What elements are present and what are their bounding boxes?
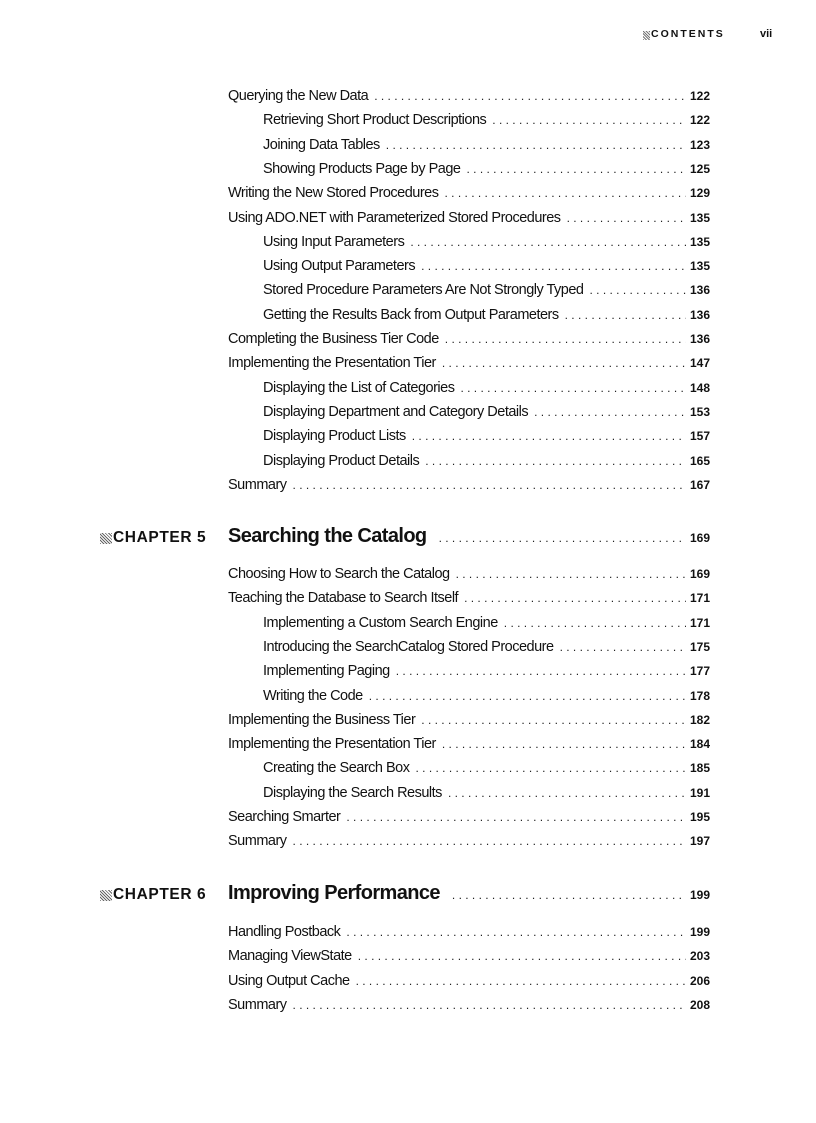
toc-entry-page: 184	[689, 737, 710, 752]
hatch-mark-icon	[643, 31, 650, 40]
toc-entry-page: 157	[689, 429, 710, 444]
toc-entry-title: Displaying Product Lists	[263, 428, 406, 445]
toc-entry-title: Displaying the Search Results	[263, 784, 442, 801]
dot-leader	[412, 429, 686, 443]
dot-leader	[374, 89, 686, 103]
toc-entry-title: Summary	[228, 996, 287, 1013]
dot-leader	[534, 405, 686, 419]
dot-leader	[467, 162, 686, 176]
toc-entry-title: Introducing the SearchCatalog Stored Procedure	[263, 638, 554, 655]
toc-entry-page: 123	[689, 137, 710, 152]
dot-leader	[445, 332, 686, 346]
toc-entry-page: 191	[689, 785, 710, 800]
chapter-page: 169	[689, 531, 710, 545]
chapter-title: Searching the Catalog	[228, 525, 427, 547]
running-head	[0, 28, 816, 44]
toc-entry-page: 122	[689, 113, 710, 128]
toc-entry-title: Displaying Department and Category Details	[263, 403, 529, 420]
toc-entry-title: Handling Postback	[228, 924, 341, 940]
chapter-title-entry[interactable]	[228, 882, 710, 905]
toc-entry-title: Using Output Parameters	[263, 258, 416, 275]
chapter-title: Improving Performance	[228, 882, 440, 904]
toc-entry-page: 171	[689, 615, 710, 630]
dot-leader	[369, 689, 686, 703]
dot-leader	[456, 567, 686, 581]
toc-entry[interactable]	[263, 760, 710, 776]
dot-leader	[567, 211, 686, 225]
dot-leader	[415, 761, 685, 775]
toc-entry-page: 135	[689, 259, 710, 274]
toc-entry[interactable]	[263, 428, 710, 444]
dot-leader	[460, 381, 686, 395]
toc-entry-title: Creating the Search Box	[263, 760, 410, 777]
toc-entry[interactable]	[228, 833, 710, 849]
dot-leader	[386, 138, 686, 152]
dot-leader	[439, 531, 686, 545]
toc-entry-page: 206	[689, 973, 710, 988]
toc-entry-title: Using ADO.NET with Parameterized Stored Procedures	[228, 209, 561, 226]
dot-leader	[464, 591, 686, 605]
dot-leader	[425, 454, 686, 468]
toc-entry-page: 147	[689, 356, 710, 371]
dot-leader	[293, 478, 686, 492]
toc-entry[interactable]	[263, 615, 710, 631]
toc-entry[interactable]	[228, 924, 710, 940]
hatch-mark-icon	[100, 890, 112, 901]
running-title: CONTENTS	[651, 28, 725, 40]
toc-entry-page: 208	[689, 997, 710, 1012]
toc-entry[interactable]	[228, 477, 710, 493]
dot-leader	[293, 998, 686, 1012]
toc-entry[interactable]	[228, 948, 710, 964]
dot-leader	[448, 786, 686, 800]
dot-leader	[590, 283, 686, 297]
toc-entry-page: 169	[689, 567, 710, 581]
dot-leader	[442, 737, 686, 751]
toc-entry-title: Querying the New Data	[228, 88, 369, 104]
toc-entry-title: Implementing the Business Tier	[228, 711, 416, 728]
toc-entry-page: 197	[689, 834, 710, 849]
toc-entry[interactable]	[263, 258, 710, 274]
dot-leader	[504, 616, 686, 630]
hatch-mark-icon	[100, 533, 112, 544]
toc-entry-title: Displaying the List of Categories	[263, 379, 455, 396]
toc-entry[interactable]	[263, 404, 710, 420]
toc-entry-page: 129	[689, 186, 710, 201]
toc-entry[interactable]	[228, 355, 710, 371]
chapter-page: 199	[689, 888, 710, 902]
chapter-6-heading	[0, 882, 710, 908]
toc-entry-page: 175	[689, 639, 710, 654]
toc-entry-page: 199	[689, 925, 710, 939]
toc-entry[interactable]	[228, 712, 710, 728]
toc-entry[interactable]	[263, 137, 710, 153]
toc-entry-page: 135	[689, 210, 710, 225]
toc-entry-page: 135	[689, 234, 710, 249]
toc-entry-title: Displaying Product Details	[263, 452, 420, 469]
toc-entry-title: Joining Data Tables	[263, 136, 380, 153]
dot-leader	[346, 810, 686, 824]
toc-entry[interactable]	[228, 590, 710, 606]
toc-entry-page: 148	[689, 380, 710, 395]
toc-entry[interactable]	[228, 736, 710, 752]
toc-entry-title: Choosing How to Search the Catalog	[228, 566, 450, 582]
toc-entry-title: Implementing the Presentation Tier	[228, 355, 436, 372]
toc-entry-title: Summary	[228, 476, 287, 493]
chapter-label: CHAPTER 6	[113, 886, 207, 903]
toc-entry-title: Writing the Code	[263, 687, 363, 704]
toc-entry-title: Implementing the Presentation Tier	[228, 736, 436, 753]
toc-entry-title: Using Output Cache	[228, 972, 350, 989]
toc-entry-page: 178	[689, 688, 710, 703]
toc-entry[interactable]	[228, 973, 710, 989]
toc-entry-title: Getting the Results Back from Output Parameters	[263, 306, 559, 323]
chapter-title-entry[interactable]	[228, 525, 710, 548]
toc-entry[interactable]	[263, 453, 710, 469]
toc-entry-title: Stored Procedure Parameters Are Not Strongly Typed	[263, 282, 584, 299]
toc-entry-title: Searching Smarter	[228, 809, 341, 825]
toc-entry[interactable]	[228, 331, 710, 347]
toc-entry[interactable]	[263, 639, 710, 655]
toc-entry-title: Showing Products Page by Page	[263, 160, 461, 177]
toc-entry-page: 136	[689, 283, 710, 298]
dot-leader	[358, 949, 686, 963]
toc-entry[interactable]	[263, 663, 710, 679]
toc-entry[interactable]	[263, 282, 710, 298]
dot-leader	[442, 356, 686, 370]
toc-entry-page: 153	[689, 404, 710, 419]
dot-leader	[410, 235, 686, 249]
dot-leader	[356, 974, 686, 988]
toc-entry[interactable]	[263, 785, 710, 801]
toc-entry-page: 136	[689, 332, 710, 346]
toc-entry[interactable]	[263, 688, 710, 704]
toc-entry-title: Using Input Parameters	[263, 233, 405, 250]
toc-entry[interactable]	[228, 809, 710, 825]
toc-entry-page: 203	[689, 949, 710, 964]
dot-leader	[293, 834, 686, 848]
toc-entry-page: 167	[689, 477, 710, 492]
dot-leader	[396, 664, 686, 678]
toc-entry-title: Managing ViewState	[228, 948, 352, 965]
dot-leader	[452, 888, 686, 902]
chapter-label: CHAPTER 5	[113, 529, 207, 546]
chapter-5-heading	[0, 525, 710, 551]
toc-entry-title: Implementing Paging	[263, 663, 390, 680]
toc-entry[interactable]	[263, 307, 710, 323]
dot-leader	[565, 308, 686, 322]
dot-leader	[421, 713, 686, 727]
toc-entry-page: 177	[689, 664, 710, 679]
toc-entry[interactable]	[228, 997, 710, 1013]
toc-entry-page: 165	[689, 453, 710, 468]
toc-entry-title: Writing the New Stored Procedures	[228, 185, 439, 202]
toc-entry[interactable]	[228, 210, 710, 226]
toc-entry-page: 125	[689, 161, 710, 176]
toc-entry[interactable]	[228, 185, 710, 201]
toc-entry[interactable]	[263, 112, 710, 128]
toc-entry-page: 122	[689, 89, 710, 103]
page-number: vii	[760, 28, 773, 40]
dot-leader	[421, 259, 686, 273]
toc-entry-title: Implementing a Custom Search Engine	[263, 614, 498, 631]
toc-entry-title: Summary	[228, 833, 287, 850]
toc-entry[interactable]	[263, 380, 710, 396]
dot-leader	[445, 186, 686, 200]
dot-leader	[492, 113, 686, 127]
dot-leader	[560, 640, 686, 654]
toc-entry-page: 195	[689, 810, 710, 824]
toc-entry[interactable]	[263, 234, 710, 250]
toc-entry-page: 185	[689, 761, 710, 776]
toc-entry-title: Retrieving Short Product Descriptions	[263, 112, 487, 129]
toc-entry-page: 171	[689, 591, 710, 606]
toc-entry[interactable]	[263, 161, 710, 177]
dot-leader	[346, 925, 686, 939]
toc-entry-page: 182	[689, 712, 710, 727]
toc-entry[interactable]	[228, 88, 710, 104]
toc-entry-title: Teaching the Database to Search Itself	[228, 590, 459, 607]
toc-entry[interactable]	[228, 566, 710, 582]
toc-entry-title: Completing the Business Tier Code	[228, 331, 439, 347]
toc-entry-page: 136	[689, 307, 710, 322]
